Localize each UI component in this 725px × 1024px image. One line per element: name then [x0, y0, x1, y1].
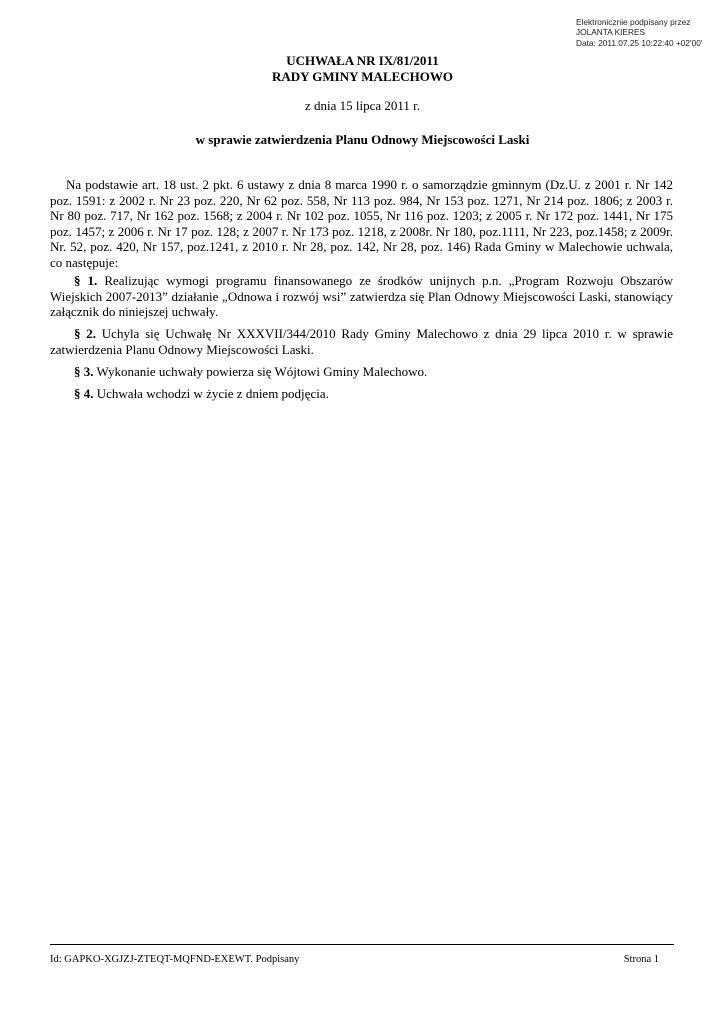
- paragraph-2: [50, 326, 673, 357]
- paragraph-3-text: Wykonanie uchwały powierza się Wójtowi Gminy Malechowo.: [96, 363, 428, 379]
- paragraph-1-mark: § 1.: [74, 273, 98, 288]
- document-date: z dnia 15 lipca 2011 r.: [304, 98, 421, 113]
- paragraph-3-mark: § 3.: [74, 363, 94, 379]
- paragraph-1: [50, 273, 673, 320]
- signature-line-1: Elektronicznie podpisany przez: [576, 17, 691, 27]
- footer-page-number: Strona 1: [623, 954, 659, 965]
- paragraph-4: [50, 386, 673, 402]
- document-title-block: [0, 53, 725, 84]
- paragraph-3: [50, 364, 673, 380]
- footer-document-id: Id: GAPKO-XGJZJ-ZTEQT-MQFND-EXEWT. Podpisany: [50, 954, 300, 965]
- paragraph-2-text: Uchyla się Uchwałę Nr XXXVII/344/2010 Rady Gminy Malechowo z dnia 29 lipca 2010 r. w sprawie zatwierdzenia Planu Odnowy Miejscowości Laski.: [50, 326, 674, 357]
- paragraph-4-mark: § 4.: [74, 385, 94, 401]
- document-title: UCHWAŁA NR IX/81/2011: [286, 53, 439, 68]
- document-body: [50, 177, 673, 408]
- document-subject: w sprawie zatwierdzenia Planu Odnowy Miejscowości Laski: [195, 132, 530, 147]
- legal-basis-preamble: Na podstawie art. 18 ust. 2 pkt. 6 ustawy z dnia 8 marca 1990 r. o samorządzie gminnym (Dz.U. z 2001 r. Nr 142 poz. 1591: z 2002 r. Nr 23 poz. 220, Nr 62 poz. 558, Nr 113 poz. 984, Nr 153 poz. 1271, Nr 214 poz. 1806; z 2003 r. Nr 80 poz. 717, Nr 162 poz. 1568; z 2004 r. Nr 102 poz. 1055, Nr 116 poz. 1203; z 2005 r. Nr 172 poz. 1441, Nr 175 poz. 1457; z 2006 r. Nr 17 poz. 128; z 2007 r. Nr 173 poz. 1218, z 2008r. Nr 180, poz.1111, Nr 223, poz.1458; z 2009r. Nr. 52, poz. 420, Nr 157, poz.1241, z 2010 r. Nr 28, poz. 142, Nr 28, poz. 146) Rada Gminy w Malechowie uchwala, co następuje:: [50, 177, 673, 270]
- paragraph-1-text: Realizując wymogi programu finansowanego ze środków unijnych p.n. „Program Rozwoju Obszarów Wiejskich 2007-2013” działanie „Odnowa i rozwój wsi” zatwierdza się Plan Odnowy Miejscowości Laski, stanowiący załącznik do niniejszej uchwały.: [50, 273, 674, 319]
- signature-date: Data: 2011.07.25 10:22:40 +02'00': [576, 37, 703, 48]
- paragraph-4-text: Uchwała wchodzi w życie z dniem podjęcia.: [96, 385, 329, 401]
- signature-signer-name: JOLANTA KIERES: [576, 27, 646, 38]
- paragraph-2-mark: § 2.: [74, 326, 97, 341]
- document-issuer: RADY GMINY MALECHOWO: [271, 68, 454, 84]
- footer-divider: [50, 944, 674, 945]
- electronic-signature-stamp: [576, 17, 721, 48]
